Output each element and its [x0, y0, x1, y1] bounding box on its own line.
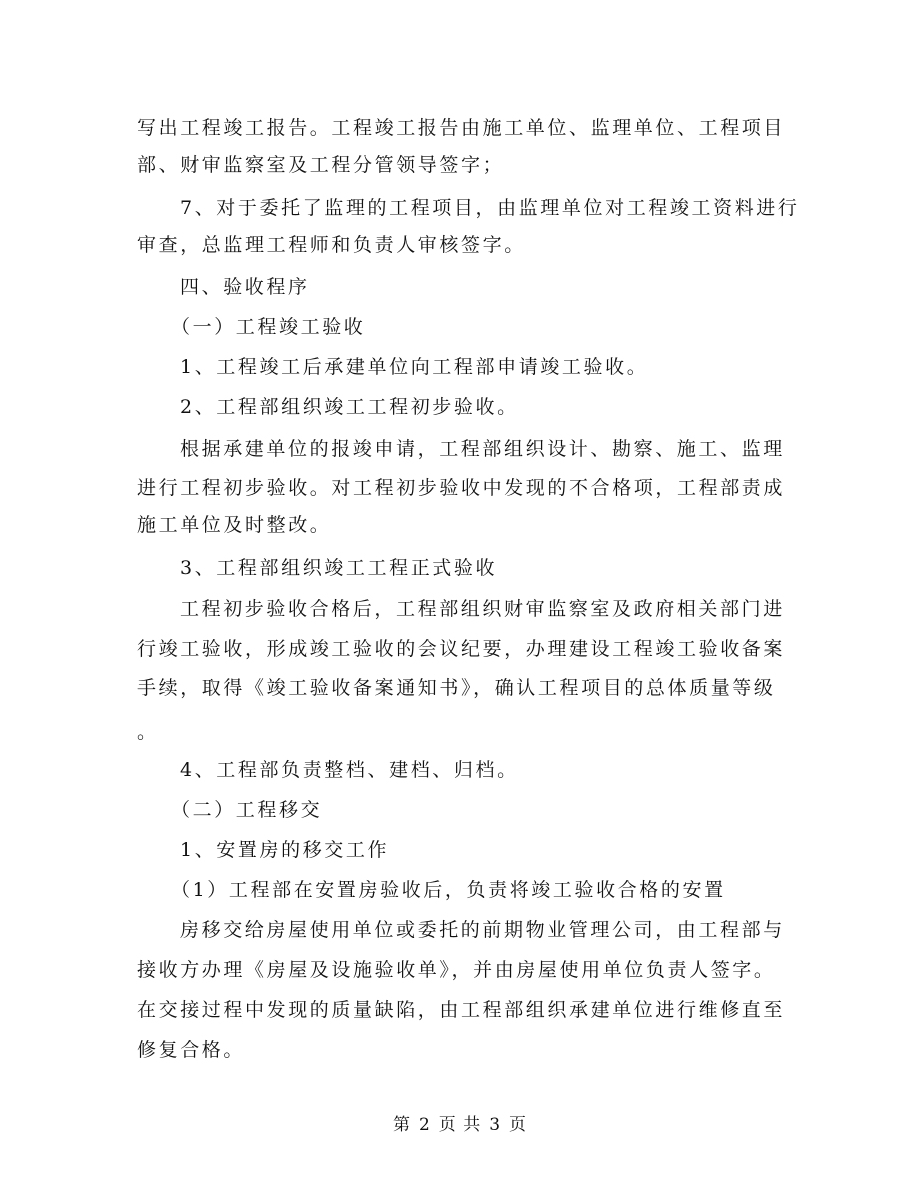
text-line: 2、工程部组织竣工工程初步验收。 — [180, 396, 519, 418]
text-line: （1）工程部在安置房验收后，负责将竣工验收合格的安置 — [171, 879, 726, 901]
text-line: 施工单位及时整改。 — [137, 514, 332, 536]
footer-page-number: 2 — [418, 1115, 431, 1135]
text-line: 1、安置房的移交工作 — [180, 839, 390, 861]
subsection-heading: （一）工程竣工验收 — [171, 316, 366, 338]
text-line: 4、工程部负责整档、建档、归档。 — [180, 759, 519, 781]
text-line: 1、工程竣工后承建单位向工程部申请竣工验收。 — [180, 356, 649, 378]
footer-prefix: 第 — [392, 1115, 411, 1135]
footer-suffix: 页 — [509, 1115, 528, 1135]
footer-middle: 页 共 — [438, 1115, 482, 1135]
text-line: 审查，总监理工程师和负责人审核签字。 — [137, 234, 526, 256]
page-footer — [0, 1114, 920, 1136]
footer-total-pages: 3 — [489, 1115, 502, 1135]
text-line: 。 — [137, 721, 159, 743]
subsection-heading: （二）工程移交 — [171, 799, 323, 821]
text-line: 修复合格。 — [137, 1039, 246, 1061]
text-line: 写出工程竣工报告。工程竣工报告由施工单位、监理单位、工程项目 — [137, 117, 786, 139]
text-line: 手续，取得《竣工验收备案通知书》，确认工程项目的总体质量等级 — [137, 677, 776, 699]
text-line: 部、财审监察室及工程分管领导签字； — [137, 154, 505, 176]
text-line: 进行工程初步验收。对工程初步验收中发现的不合格项，工程部责成 — [137, 477, 786, 499]
text-line: 在交接过程中发现的质量缺陷，由工程部组织承建单位进行维修直至 — [137, 999, 786, 1021]
text-line: 3、工程部组织竣工工程正式验收 — [180, 557, 498, 579]
text-line: 工程初步验收合格后，工程部组织财审监察室及政府相关部门进 — [180, 598, 785, 620]
text-line: 7、对于委托了监理的工程项目，由监理单位对工程竣工资料进行 — [180, 197, 800, 219]
section-heading: 四、验收程序 — [180, 276, 310, 298]
text-line: 房移交给房屋使用单位或委托的前期物业管理公司，由工程部与 — [180, 919, 785, 941]
text-line: 行竣工验收，形成竣工验收的会议纪要，办理建设工程竣工验收备案 — [137, 638, 786, 660]
text-line: 接收方办理《房屋及设施验收单》，并由房屋使用单位负责人签字。 — [137, 959, 776, 981]
text-line: 根据承建单位的报竣申请，工程部组织设计、勘察、施工、监理 — [180, 438, 785, 460]
